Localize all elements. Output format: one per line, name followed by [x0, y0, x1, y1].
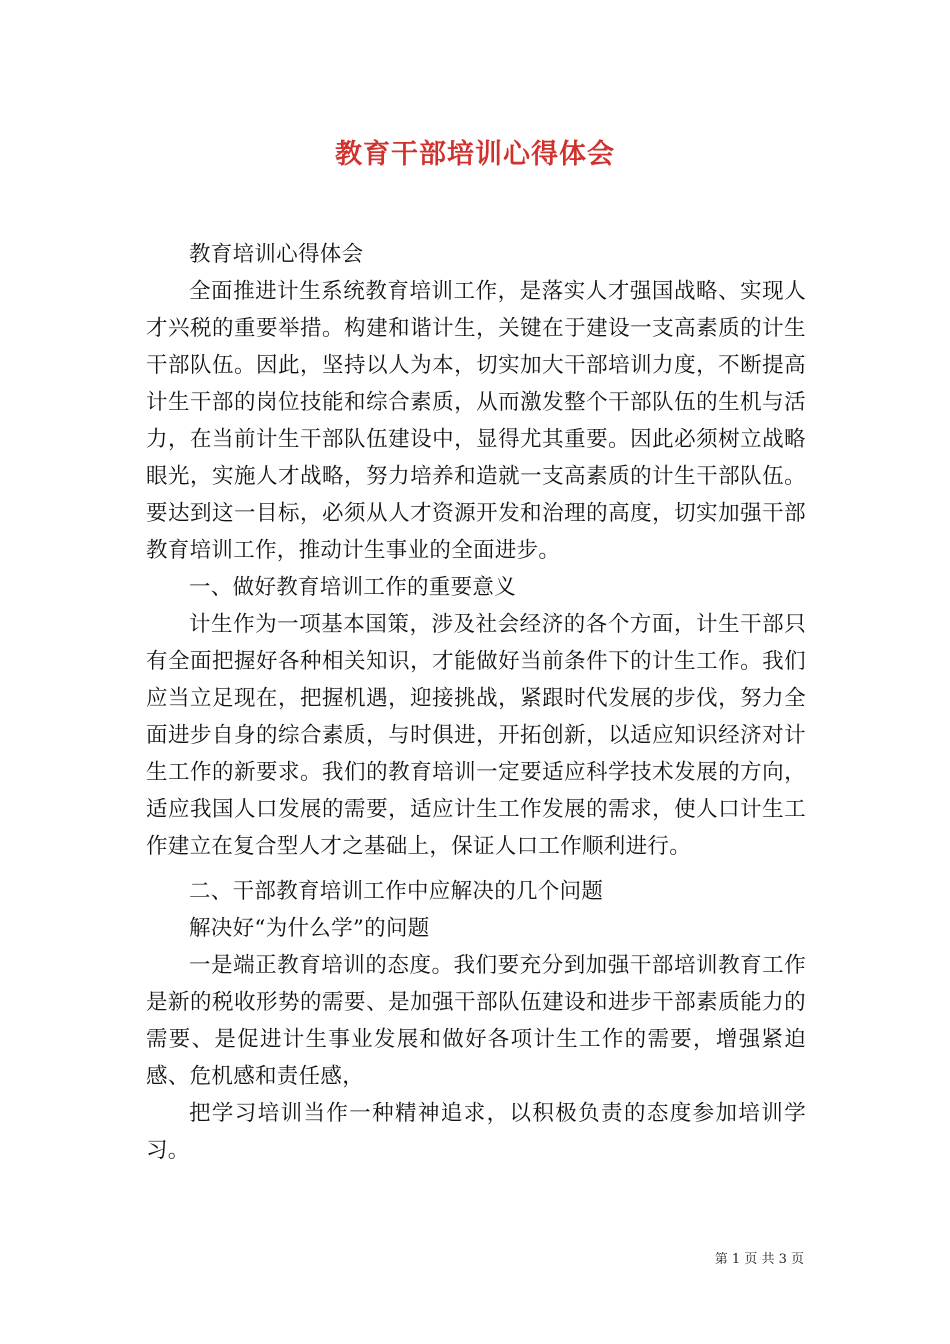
section-heading: 一、做好教育培训工作的重要意义 — [189, 575, 517, 600]
document-title: 教育干部培训心得体会 — [335, 139, 615, 170]
paragraph: 计生作为一项基本国策，涉及社会经济的各个方面，计生干部只有全面把握好各种相关知识，才能做好当前条件下的计生工作。我们应当立足现在，把握机遇，迎接挑战，紧跟时代发展的步伐，努力全面进步自身的综合素质，与时俱进，开拓创新，以适应知识经济对计生工作的新要求。我们的教育培训一定要适应科学技术发展的方向，适应我国人口发展的需要，适应计生工作发展的需求，使人口计生工作建立在复合型人才之基础上，保证人口工作顺利进行。 — [146, 612, 806, 859]
document-body — [146, 236, 806, 1169]
sub-heading: 解决好“为什么学”的问题 — [189, 916, 430, 941]
page-number: 第 1 页 共 3 页 — [714, 1252, 804, 1267]
paragraph: 把学习培训当作一种精神追求，以积极负责的态度参加培训学习。 — [146, 1101, 806, 1163]
paragraph: 全面推进计生系统教育培训工作，是落实人才强国战略、实现人才兴税的重要举措。构建和谐计生，关键在于建设一支高素质的计生干部队伍。因此，坚持以人为本，切实加大干部培训力度，不断提高计生干部的岗位技能和综合素质，从而激发整个干部队伍的生机与活力，在当前计生干部队伍建设中，显得尤其重要。因此必须树立战略眼光，实施人才战略，努力培养和造就一支高素质的计生干部队伍。要达到这一目标，必须从人才资源开发和治理的高度，切实加强干部教育培训工作，推动计生事业的全面进步。 — [146, 279, 806, 563]
section-heading: 教育培训心得体会 — [189, 242, 364, 267]
section-heading: 二、干部教育培训工作中应解决的几个问题 — [189, 879, 604, 904]
paragraph: 一是端正教育培训的态度。我们要充分到加强干部培训教育工作是新的税收形势的需要、是加强干部队伍建设和进步干部素质能力的需要、是促进计生事业发展和做好各项计生工作的需要，增强紧迫感、危机感和责任感， — [146, 953, 806, 1089]
